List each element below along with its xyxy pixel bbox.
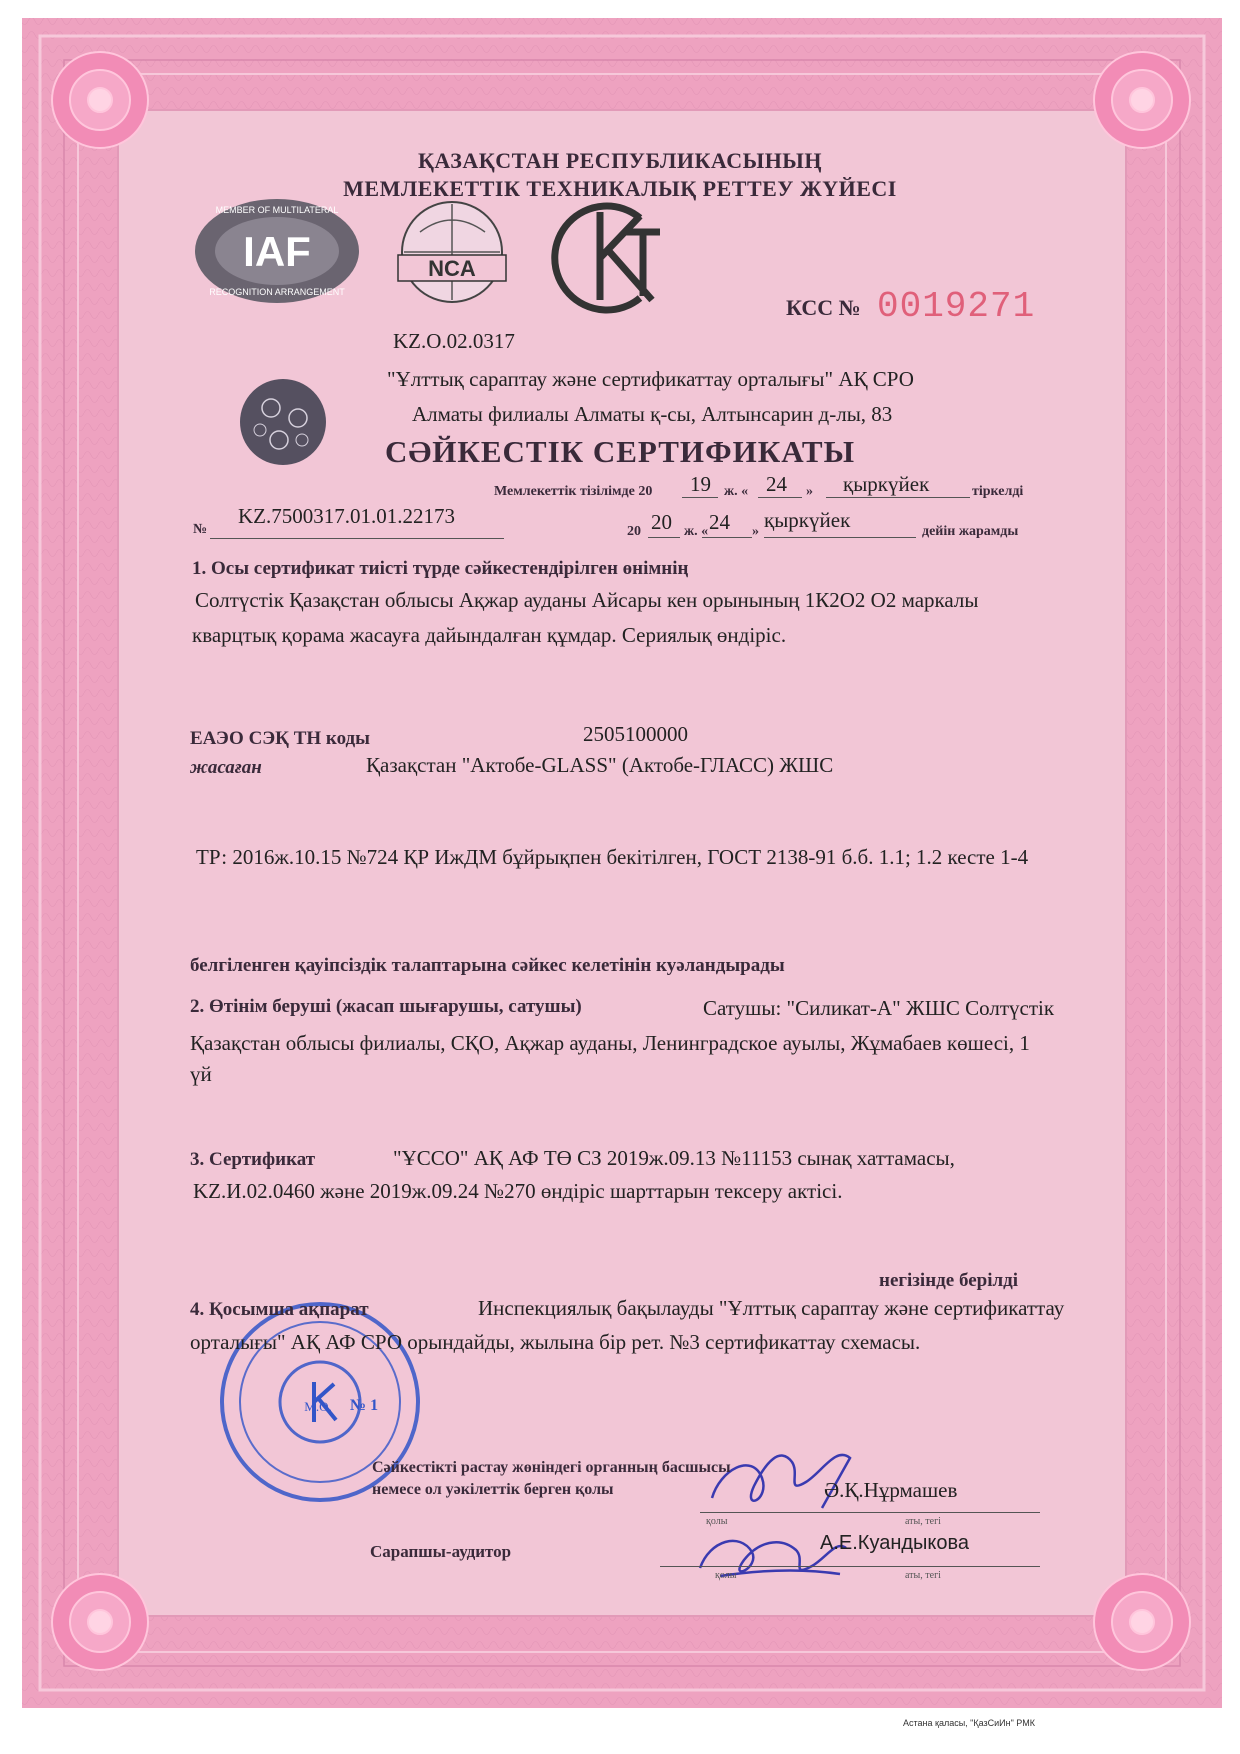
section1-line-1: Солтүстік Қазақстан облысы Ақжар ауданы Айсары кен орынының 1К2О2 О2 маркалы xyxy=(195,588,979,612)
cert-no-line xyxy=(210,538,504,539)
corner-rosette-bl xyxy=(52,1574,148,1670)
header-line-2: МЕМЛЕКЕТТІК ТЕХНИКАЛЫҚ РЕТТЕУ ЖҮЙЕСІ xyxy=(343,176,897,201)
code-label: ЕАЭО СЭҚ ТН коды xyxy=(190,728,370,749)
section3-value-2: KZ.И.02.0460 және 2019ж.09.24 №270 өндіріс шарттарын тексеру актісі. xyxy=(193,1179,843,1203)
valid-prefix: 20 xyxy=(627,524,641,539)
head-title-line-1: Сәйкестікті растау жөніндегі органның басшысы xyxy=(372,1459,731,1476)
auditor-label: Сарапшы-аудитор xyxy=(370,1542,512,1561)
section2-value-1: Сатушы: "Силикат-А" ЖШС Солтүстік xyxy=(703,996,1055,1020)
auditor-name-caption: аты, тегі xyxy=(905,1570,941,1581)
accreditation-number: KZ.O.02.0317 xyxy=(393,329,515,353)
svg-text:RECOGNITION ARRANGEMENT: RECOGNITION ARRANGEMENT xyxy=(209,287,345,297)
auditor-signature-line xyxy=(660,1566,1040,1567)
valid-year: 20 xyxy=(651,510,672,534)
section4-label: 4. Қосымша ақпарат xyxy=(190,1299,369,1320)
valid-zh: ж. « xyxy=(684,524,709,539)
section2-label: 2. Өтінім беруші (жасап шығарушы, сатушы) xyxy=(190,996,582,1017)
valid-suffix: дейін жарамды xyxy=(922,524,1019,539)
auditor-name: А.Е.Куандыкова xyxy=(820,1532,970,1554)
svg-text:М.О.: М.О. xyxy=(304,1399,332,1414)
header-line-1: ҚАЗАҚСТАН РЕСПУБЛИКАСЫНЫҢ xyxy=(417,148,823,173)
valid-month: қыркүйек xyxy=(764,508,851,532)
head-signature-line xyxy=(700,1512,1040,1513)
registry-month-line xyxy=(826,497,970,498)
section3-value-1: "ҰССО" АҚ АФ ТӨ СЗ 2019ж.09.13 №11153 сынақ хаттамасы, xyxy=(393,1146,955,1170)
registry-year: 19 xyxy=(690,472,711,496)
safety-statement: белгіленген қауіпсіздік талаптарына сәйкес келетінін куәландырады xyxy=(190,955,785,976)
cert-no: KZ.7500317.01.01.22173 xyxy=(238,504,455,528)
head-name: Ә.Қ.Нұрмашев xyxy=(824,1478,958,1502)
corner-rosette-br xyxy=(1094,1574,1190,1670)
valid-day-line xyxy=(702,537,752,538)
valid-day: 24 xyxy=(709,510,730,534)
section4-value-2: орталығы" АҚ АФ СРО орындайды, жылына бір рет. №3 сертификаттау схемасы. xyxy=(190,1330,921,1354)
issuer-name: "Ұлттық сараптау және сертификаттау орталығы" АҚ СРО xyxy=(387,367,914,391)
issuer-address: Алматы филиалы Алматы қ-сы, Алтынсарин д-лы, 83 xyxy=(412,402,893,426)
svg-text:IAF: IAF xyxy=(243,228,311,275)
certificate-title: СӘЙКЕСТІК СЕРТИФИКАТЫ xyxy=(384,434,856,469)
valid-year-line xyxy=(648,537,680,538)
registry-close: » xyxy=(806,484,813,499)
registry-zh: ж. « xyxy=(724,484,749,499)
registry-day-line xyxy=(758,497,802,498)
head-sign-caption: қолы xyxy=(706,1516,728,1527)
registry-day: 24 xyxy=(766,472,787,496)
registry-month: қыркүйек xyxy=(843,472,930,496)
section3-basis: негізінде берілді xyxy=(879,1270,1019,1291)
head-name-caption: аты, тегі xyxy=(905,1516,941,1527)
code-value: 2505100000 xyxy=(583,722,688,746)
section2-value-2: Қазақстан облысы филиалы, СҚО, Ақжар ауданы, Ленинградское ауылы, Жұмабаев көшесі, 1 xyxy=(190,1031,1030,1055)
kss-number: 0019271 xyxy=(877,286,1036,327)
svg-text:MEMBER OF MULTILATERAL: MEMBER OF MULTILATERAL xyxy=(215,205,339,215)
valid-close: » xyxy=(752,524,759,539)
svg-text:NCA: NCA xyxy=(428,256,476,281)
corner-rosette-tr xyxy=(1094,52,1190,148)
section1-line-2: кварцтық қорама жасауға дайындалған құмдар. Сериялық өндіріс. xyxy=(192,623,787,647)
maker-label: жасаған xyxy=(190,757,262,778)
kss-label: КСС № xyxy=(786,295,861,320)
maker-value: Қазақстан "Актобе-GLASS" (Актобе-ГЛАСС) ЖШС xyxy=(366,753,834,777)
registry-year-line xyxy=(682,497,718,498)
cert-no-label: № xyxy=(193,522,208,537)
head-title-line-2: немесе ол уәкілеттік берген қолы xyxy=(372,1481,614,1498)
valid-month-line xyxy=(764,537,916,538)
corner-rosette-tl xyxy=(52,52,148,148)
section2-value-3: үй xyxy=(190,1062,212,1086)
section1-label: 1. Осы сертификат тиісті түрде сәйкестендірілген өнімнің xyxy=(192,558,689,579)
svg-text:№ 1: № 1 xyxy=(350,1397,379,1414)
iaf-logo xyxy=(195,199,359,303)
tr-standards: ТР: 2016ж.10.15 №724 ҚР ИжДМ бұйрықпен бекітілген, ГОСТ 2138-91 б.б. 1.1; 1.2 кесте 1-4 xyxy=(196,845,1029,869)
registry-prefix: Мемлекеттік тізілімде 20 xyxy=(494,484,653,499)
registry-suffix: тіркелді xyxy=(972,484,1024,499)
printer-note: Астана қаласы, "ҚазСиИн" РМК xyxy=(903,1718,1035,1728)
auditor-sign-caption: қолы xyxy=(715,1570,737,1581)
section3-label: 3. Сертификат xyxy=(190,1149,316,1170)
section4-value-1: Инспекциялық бақылауды "Ұлттық сараптау және сертификаттау xyxy=(478,1296,1065,1320)
